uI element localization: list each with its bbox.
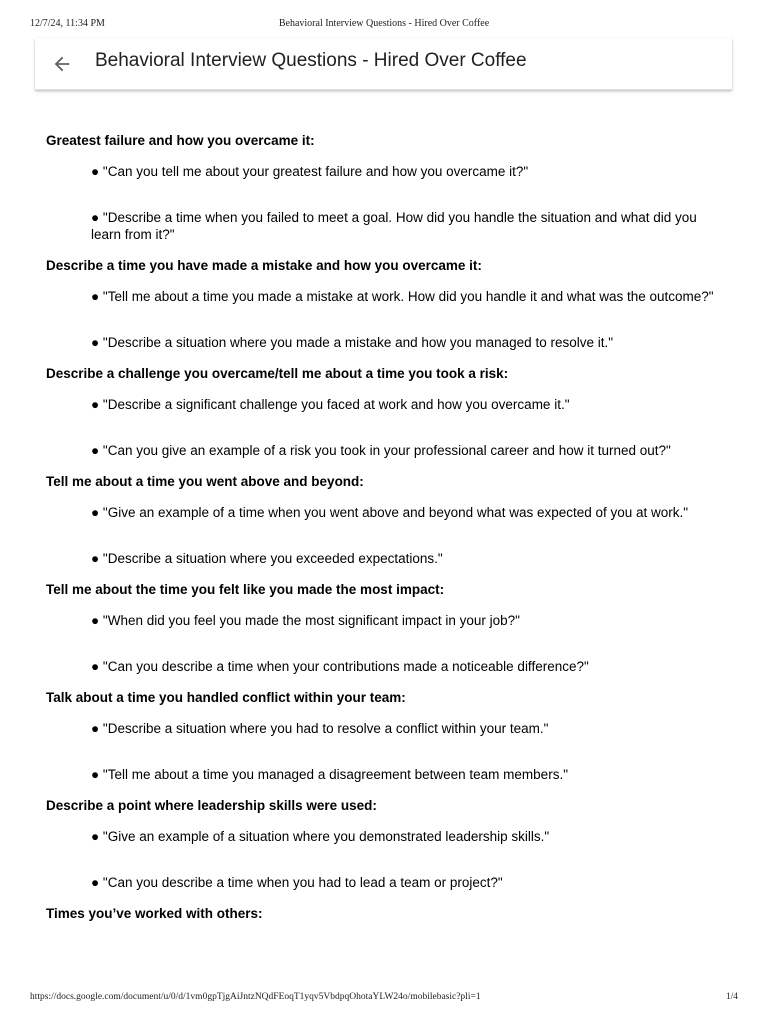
question-bullet: ● "Tell me about a time you managed a disagreement between team members." [91, 767, 568, 782]
question-bullet: ● "Describe a significant challenge you faced at work and how you overcame it." [91, 397, 570, 412]
section-heading: Talk about a time you handled conflict within your team: [46, 690, 406, 705]
question-section [46, 473, 726, 567]
app-bar [35, 38, 732, 90]
question-bullet: ● "Can you tell me about your greatest failure and how you overcame it?" [91, 164, 529, 179]
question-bullet: ● "Describe a situation where you exceeded expectations." [91, 551, 443, 566]
print-timestamp: 12/7/24, 11:34 PM [30, 18, 105, 29]
print-header [30, 18, 738, 34]
question-bullet: ● "Give an example of a time when you went above and beyond what was expected of you at work." [91, 505, 689, 520]
print-url: https://docs.google.com/document/u/0/d/1vm0gpTjgAiJntzNQdFEoqT1yqv5VbdpqOhotaYLW24o/mobilebasic?pli=1 [30, 992, 481, 1002]
question-section [46, 689, 726, 783]
question-bullet: ● "Tell me about a time you made a mistake at work. How did you handle it and what was the outcome?" [91, 289, 714, 304]
question-bullet: ● "Describe a situation where you made a mistake and how you managed to resolve it." [91, 335, 614, 350]
question-section [46, 581, 726, 675]
question-section [46, 905, 726, 923]
section-heading: Times you’ve worked with others: [46, 906, 263, 921]
section-heading: Describe a time you have made a mistake and how you overcame it: [46, 258, 482, 273]
arrow-back-icon [51, 53, 73, 75]
print-title: Behavioral Interview Questions - Hired Over Coffee [278, 18, 490, 29]
question-section [46, 365, 726, 459]
document-title: Behavioral Interview Questions - Hired Over Coffee [95, 50, 527, 71]
print-footer [30, 992, 738, 1006]
section-heading: Describe a challenge you overcame/tell me about a time you took a risk: [46, 366, 509, 381]
section-heading: Tell me about the time you felt like you made the most impact: [46, 582, 445, 597]
question-bullet: ● "Describe a situation where you had to resolve a conflict within your team." [91, 721, 549, 736]
section-heading: Describe a point where leadership skills were used: [46, 798, 377, 813]
question-bullet: ● "Can you describe a time when your contributions made a noticeable difference?" [91, 659, 589, 674]
question-bullet: ● "When did you feel you made the most significant impact in your job?" [91, 613, 520, 628]
question-bullet: ● "Describe a time when you failed to meet a goal. How did you handle the situation and what did you learn from it?" [91, 210, 697, 242]
back-button[interactable] [48, 50, 76, 78]
question-bullet: ● "Can you describe a time when you had to lead a team or project?" [91, 875, 503, 890]
question-section [46, 797, 726, 891]
page-number: 1/4 [725, 992, 738, 1002]
question-section [46, 132, 726, 243]
question-bullet: ● "Can you give an example of a risk you took in your professional career and how it turned out?" [91, 443, 671, 458]
section-heading: Greatest failure and how you overcame it: [46, 133, 315, 148]
question-section [46, 257, 726, 351]
question-bullet: ● "Give an example of a situation where you demonstrated leadership skills." [91, 829, 550, 844]
section-heading: Tell me about a time you went above and beyond: [46, 474, 364, 489]
document-body [46, 132, 726, 936]
